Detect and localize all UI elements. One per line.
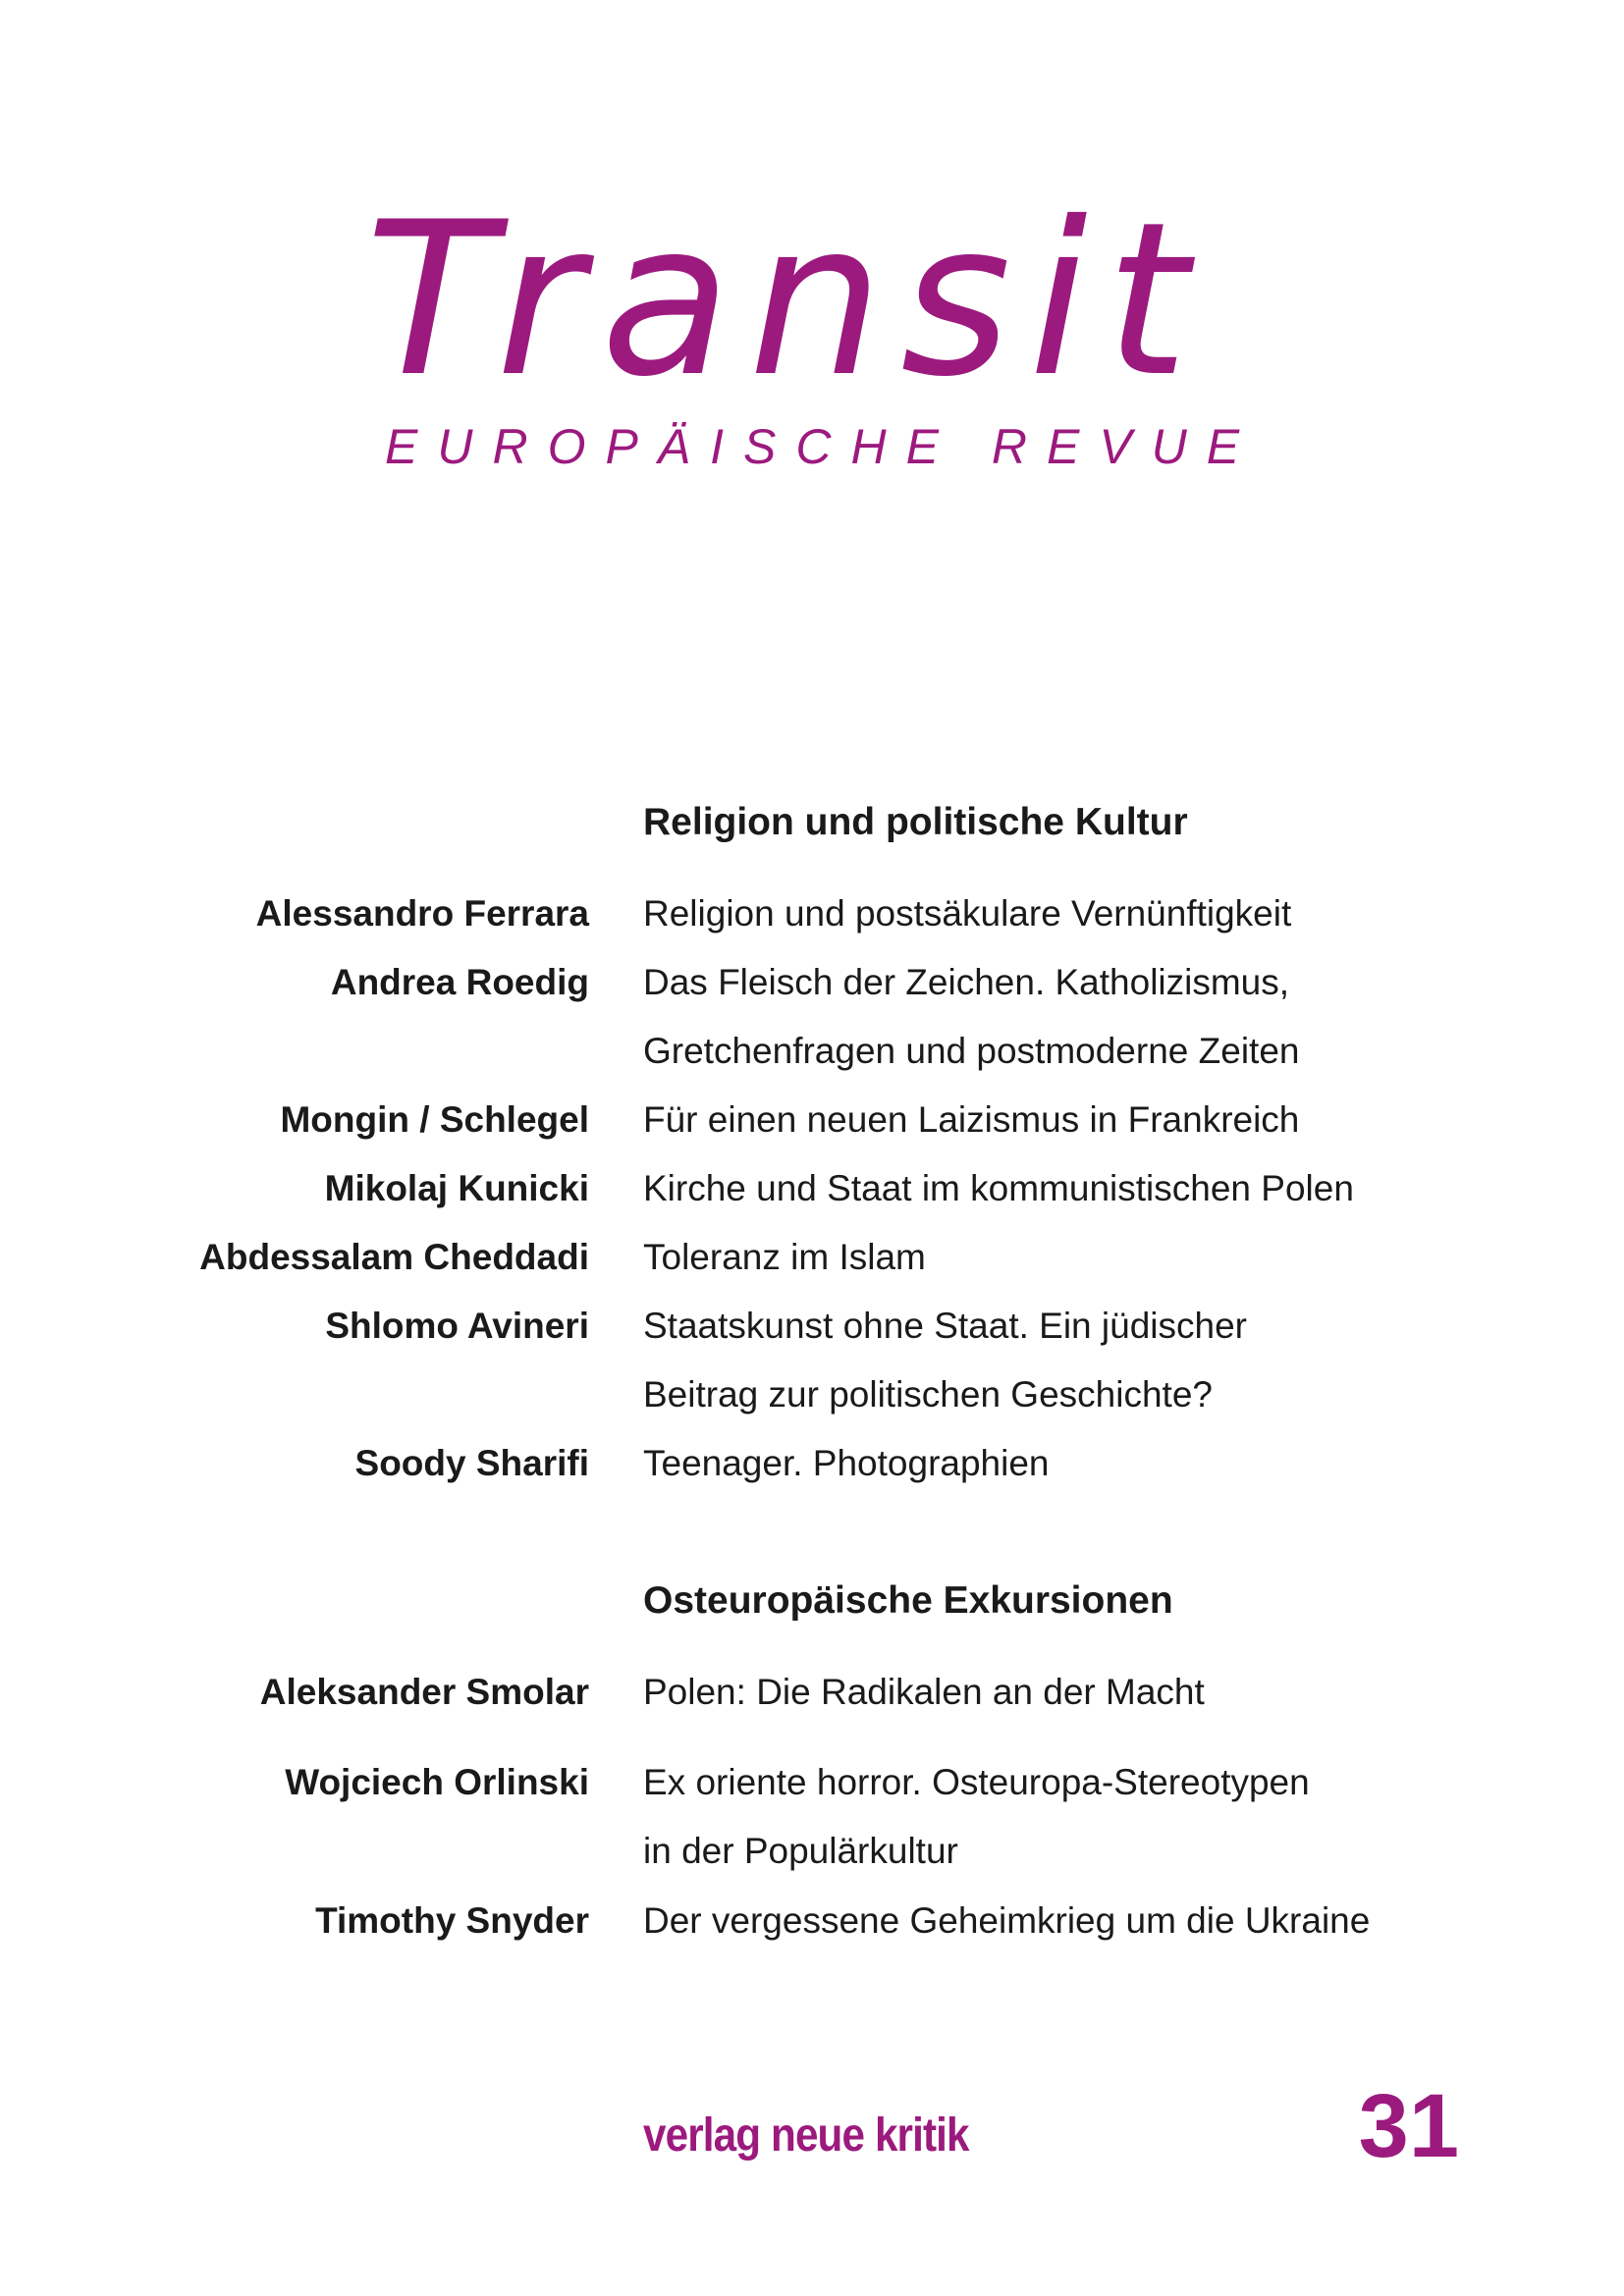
entry-author: Soody Sharifi bbox=[354, 1443, 589, 1483]
entry-author: Aleksander Smolar bbox=[259, 1672, 589, 1712]
entry-title-line: in der Populärkultur bbox=[643, 1831, 958, 1871]
entry-author: Andrea Roedig bbox=[330, 962, 589, 1002]
entry-title-line: Gretchenfragen und postmoderne Zeiten bbox=[643, 1031, 1300, 1071]
entry-title-line: Ex oriente horror. Osteuropa-Stereotypen bbox=[643, 1762, 1310, 1802]
entry-title-line: Teenager. Photographien bbox=[643, 1443, 1050, 1483]
entry-title-line: Das Fleisch der Zeichen. Katholizismus, bbox=[643, 962, 1290, 1002]
entry-title-line: Der vergessene Geheimkrieg um die Ukraine bbox=[643, 1900, 1371, 1941]
entry-title-line: Polen: Die Radikalen an der Macht bbox=[643, 1672, 1205, 1712]
entry-title bbox=[643, 1887, 1370, 1955]
entry-author: Mongin / Schlegel bbox=[280, 1099, 589, 1140]
entry-title bbox=[643, 1748, 1310, 1886]
entry-author: Mikolaj Kunicki bbox=[324, 1168, 589, 1208]
masthead-title: Transit bbox=[365, 177, 1207, 423]
section-heading-religion: Religion und politische Kultur bbox=[643, 801, 1188, 843]
entry-title-line: Für einen neuen Laizismus in Frankreich bbox=[643, 1099, 1300, 1140]
entry-title-line: Religion und postsäkulare Vernünftigkeit bbox=[643, 893, 1292, 934]
entry-author: Timothy Snyder bbox=[315, 1900, 589, 1941]
entry-author: Wojciech Orlinski bbox=[285, 1762, 589, 1802]
entry-author: Alessandro Ferrara bbox=[255, 893, 589, 934]
entry-title bbox=[643, 1086, 1299, 1154]
entry-title-line: Beitrag zur politischen Geschichte? bbox=[643, 1374, 1213, 1415]
entry-title bbox=[643, 1223, 926, 1292]
masthead-subtitle: EUROPÄISCHE REVUE bbox=[385, 419, 1260, 474]
entry-title bbox=[643, 1429, 1050, 1498]
entry-title-line: Kirche und Staat im kommunistischen Polen bbox=[643, 1168, 1354, 1208]
entry-title bbox=[643, 1658, 1205, 1727]
issue-number: 31 bbox=[1358, 2076, 1459, 2176]
entry-title-line: Staatskunst ohne Staat. Ein jüdischer bbox=[643, 1306, 1247, 1346]
entry-author: Abdessalam Cheddadi bbox=[199, 1237, 589, 1277]
entry-title bbox=[643, 948, 1299, 1086]
entry-title bbox=[643, 1292, 1247, 1429]
entry-title bbox=[643, 880, 1291, 948]
section-heading-osteuropa: Osteuropäische Exkursionen bbox=[643, 1579, 1173, 1622]
entry-title-line: Toleranz im Islam bbox=[643, 1237, 926, 1277]
entry-title bbox=[643, 1154, 1354, 1223]
entry-author: Shlomo Avineri bbox=[325, 1306, 589, 1346]
publisher-name: verlag neue kritik bbox=[643, 2109, 969, 2162]
